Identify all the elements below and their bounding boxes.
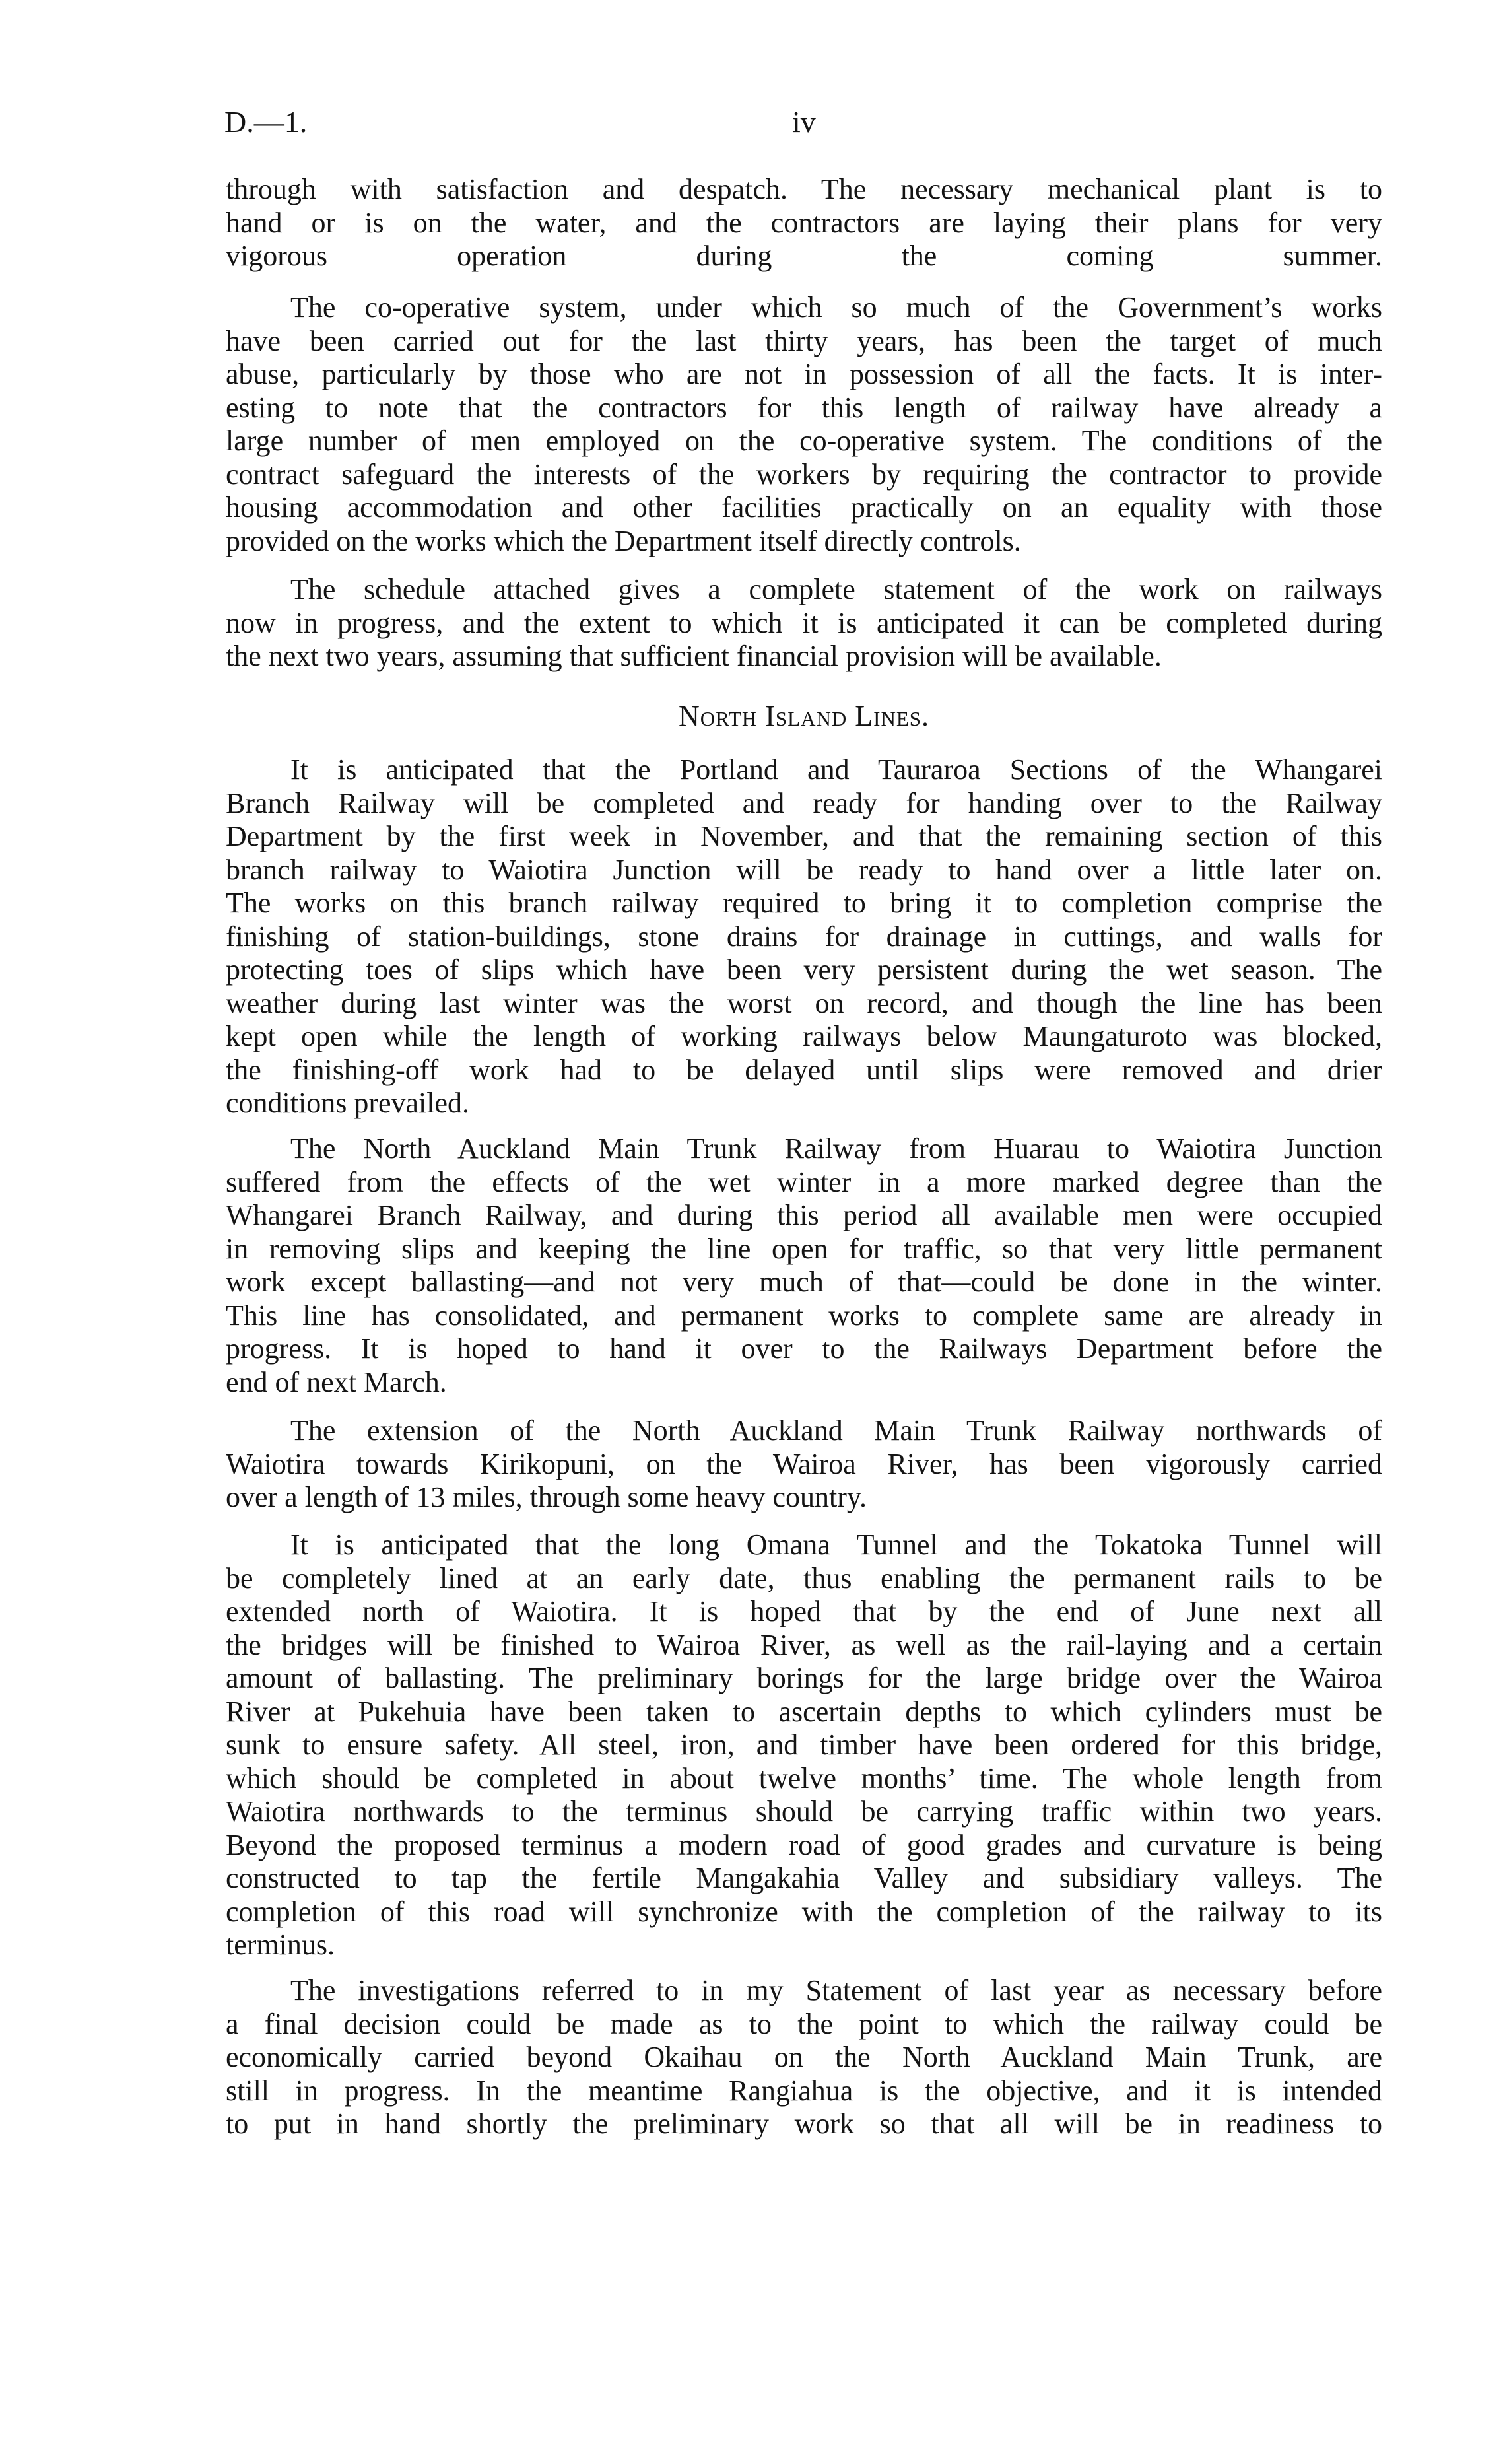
text-line: housing accommodation and other facilities practically on an equality with those: [226, 491, 1382, 524]
text-line: The investigations referred to in my Statement of last year as necessary before: [290, 1974, 1382, 2006]
text-line: completion of this road will synchronize with the completion of the railway to its: [226, 1895, 1382, 1928]
text-line: the finishing-off work had to be delayed until slips were removed and drier: [226, 1053, 1382, 1086]
page-number: iv: [792, 105, 816, 139]
text-line: kept open while the length of working railways below Maungaturoto was blocked,: [226, 1020, 1382, 1052]
paragraph: [226, 291, 1382, 558]
text-line: The schedule attached gives a complete statement of the work on railways: [290, 573, 1382, 605]
paragraph: [226, 1132, 1382, 1399]
text-line: The works on this branch railway required to bring it to completion comprise the: [226, 887, 1382, 919]
text-line: large number of men employed on the co-operative system. The conditions of the: [226, 425, 1382, 457]
section-heading: North Island Lines.: [678, 700, 930, 732]
text-line: provided on the works which the Department itself directly controls.: [226, 524, 1021, 557]
text-line: the bridges will be finished to Wairoa River, as well as the rail-laying and a certain: [226, 1628, 1382, 1661]
text-line: have been carried out for the last thirty years, has been the target of much: [226, 324, 1382, 357]
paragraph: [226, 1528, 1382, 1962]
text-line: protecting toes of slips which have been very persistent during the wet season. The: [226, 953, 1382, 986]
text-line: amount of ballasting. The preliminary borings for the large bridge over the Wairoa: [226, 1662, 1382, 1694]
text-line: work except ballasting—and not very much of that—could be done in the winter.: [226, 1266, 1382, 1298]
text-line: branch railway to Waiotira Junction will be ready to hand over a little later on.: [226, 853, 1382, 886]
text-line: suffered from the effects of the wet winter in a more marked degree than the: [226, 1165, 1382, 1198]
text-line: finishing of station-buildings, stone drains for drainage in cuttings, and walls for: [226, 920, 1382, 953]
text-line: constructed to tap the fertile Mangakahia Valley and subsidiary valleys. The: [226, 1862, 1382, 1894]
text-line: weather during last winter was the worst on record, and though the line has been: [226, 986, 1382, 1019]
text-line: economically carried beyond Okaihau on the North Auckland Main Trunk, are: [226, 2041, 1382, 2073]
text-line: through with satisfaction and despatch. The necessary mechanical plant is to: [226, 173, 1382, 205]
text-line: Waiotira towards Kirikopuni, on the Wairoa River, has been vigorously carried: [226, 1447, 1382, 1480]
text-line: This line has consolidated, and permanent works to complete same are already in: [226, 1299, 1382, 1332]
text-line: to put in hand shortly the preliminary work so that all will be in readiness to: [226, 2107, 1382, 2140]
text-line: hand or is on the water, and the contractors are laying their plans for very: [226, 206, 1382, 239]
text-line: The North Auckland Main Trunk Railway from Huarau to Waiotira Junction: [290, 1132, 1382, 1165]
text-line: It is anticipated that the long Omana Tunnel and the Tokatoka Tunnel will: [290, 1528, 1382, 1561]
text-line: end of next March.: [226, 1365, 447, 1398]
paragraph: [226, 753, 1382, 1120]
text-line: The co-operative system, under which so much of the Government’s works: [290, 291, 1382, 324]
text-line: Department by the first week in November, and that the remaining section of this: [226, 820, 1382, 852]
text-line: It is anticipated that the Portland and Tauraroa Sections of the Whangarei: [290, 753, 1382, 786]
paragraph: [226, 1414, 1382, 1515]
text-line: River at Pukehuia have been taken to ascertain depths to which cylinders must be: [226, 1695, 1382, 1728]
text-line: progress. It is hoped to hand it over to the Railways Department before the: [226, 1332, 1382, 1365]
text-line: contract safeguard the interests of the workers by requiring the contractor to provide: [226, 458, 1382, 491]
paragraph: [226, 1974, 1382, 2141]
text-line: which should be completed in about twelve months’ time. The whole length from: [226, 1762, 1382, 1795]
document-reference: D.—1.: [224, 105, 308, 139]
text-line: still in progress. In the meantime Rangiahua is the objective, and it is intended: [226, 2074, 1382, 2107]
text-line: The extension of the North Auckland Main Trunk Railway northwards of: [290, 1414, 1382, 1447]
text-line: Branch Railway will be completed and ready for handing over to the Railway: [226, 786, 1382, 819]
paragraph: [226, 573, 1382, 673]
text-line: be completely lined at an early date, thus enabling the permanent rails to be: [226, 1561, 1382, 1594]
paragraph: [226, 173, 1382, 273]
text-line: Whangarei Branch Railway, and during this period all available men were occupied: [226, 1199, 1382, 1231]
text-line: Waiotira northwards to the terminus should be carrying traffic within two years.: [226, 1795, 1382, 1828]
text-line: abuse, particularly by those who are not in possession of all the facts. It is inter-: [226, 358, 1382, 390]
text-line: in removing slips and keeping the line open for traffic, so that very little permanent: [226, 1232, 1382, 1265]
text-line: vigorous operation during the coming summer.: [226, 240, 1382, 272]
text-line: over a length of 13 miles, through some heavy country.: [226, 1481, 867, 1513]
text-line: a final decision could be made as to the point to which the railway could be: [226, 2007, 1382, 2040]
text-line: the next two years, assuming that sufficient financial provision will be available.: [226, 640, 1162, 672]
text-line: extended north of Waiotira. It is hoped that by the end of June next all: [226, 1595, 1382, 1627]
text-line: terminus.: [226, 1929, 335, 1961]
text-line: Beyond the proposed terminus a modern road of good grades and curvature is being: [226, 1828, 1382, 1861]
text-line: sunk to ensure safety. All steel, iron, and timber have been ordered for this bridge,: [226, 1728, 1382, 1761]
text-line: now in progress, and the extent to which it is anticipated it can be completed during: [226, 606, 1382, 639]
text-line: esting to note that the contractors for this length of railway have already a: [226, 391, 1382, 424]
text-line: conditions prevailed.: [226, 1087, 470, 1119]
